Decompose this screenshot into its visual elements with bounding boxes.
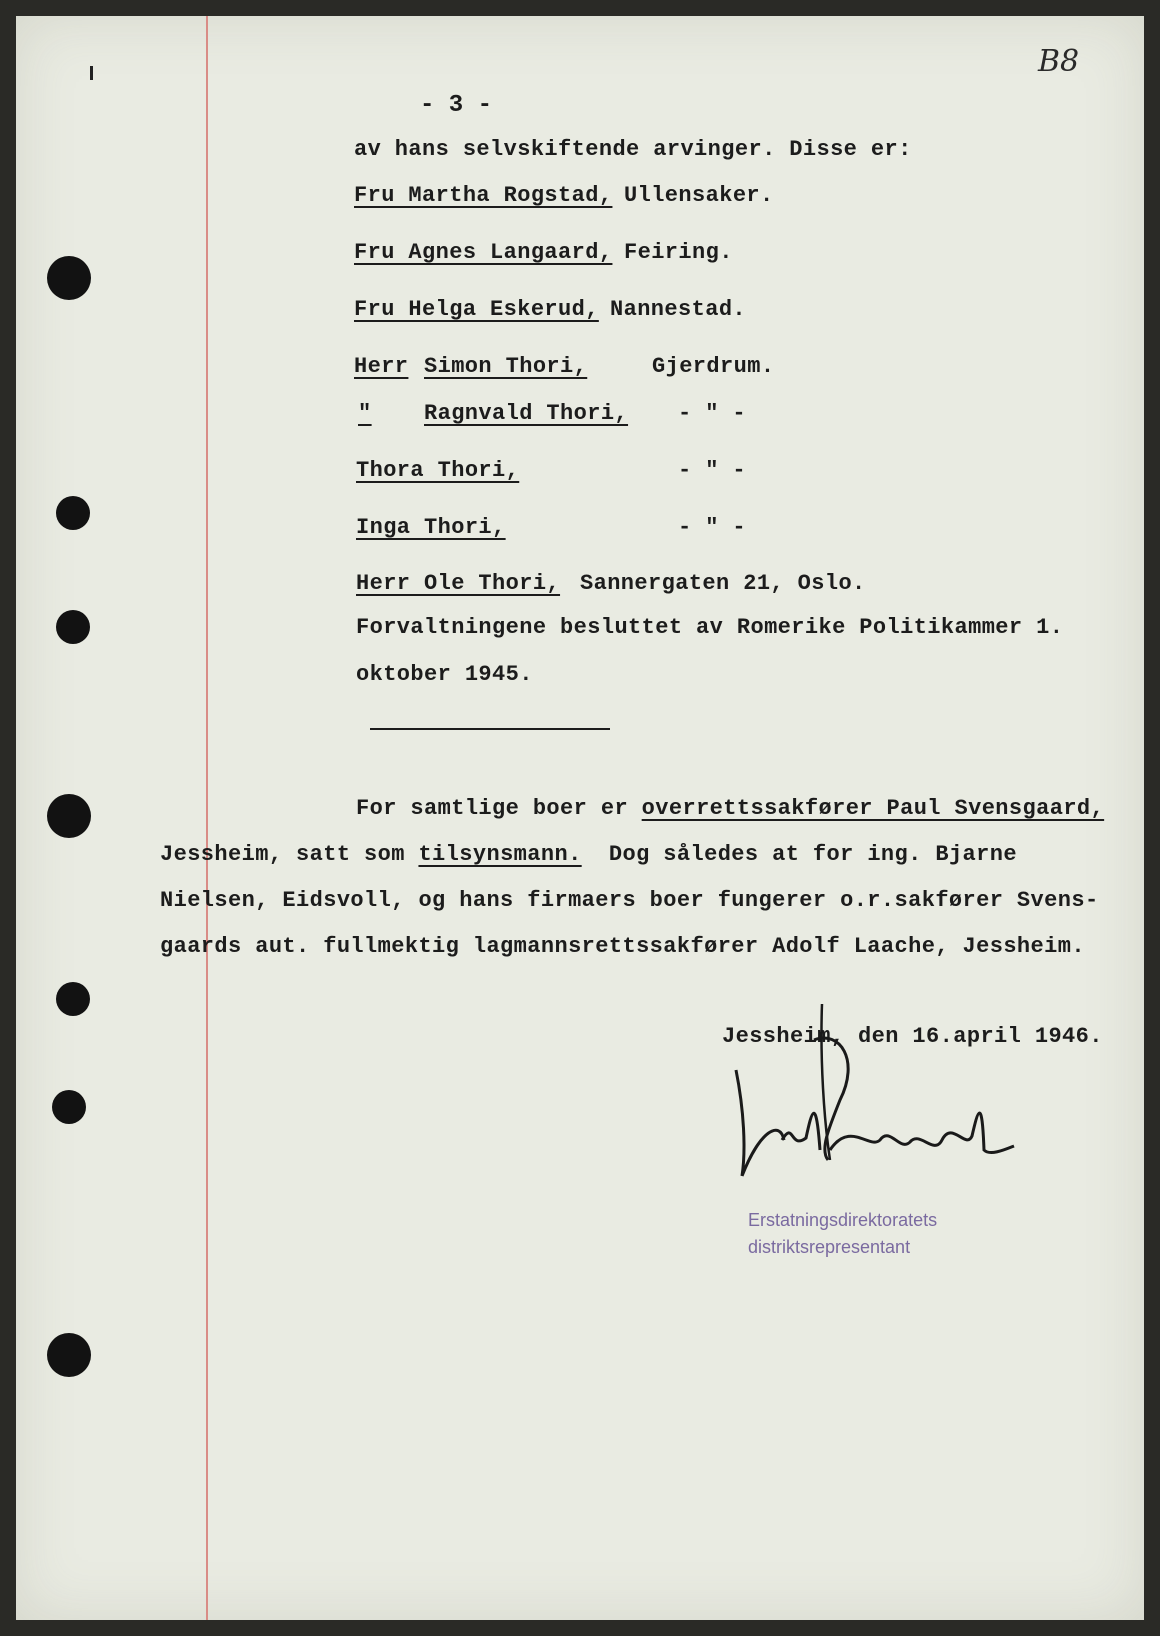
heir-place: - " -	[678, 401, 747, 426]
folio-mark: B8	[1038, 44, 1080, 79]
heir-place: Nannestad.	[610, 297, 747, 322]
stamp-line: Erstatningsdirektoratets	[748, 1210, 938, 1230]
punch-hole	[56, 496, 90, 530]
separator-rule	[370, 728, 610, 730]
page-number: - 3 -	[420, 92, 493, 119]
heir-prefix: "	[358, 401, 372, 426]
stamp-line: distriktsrepresentant	[748, 1237, 911, 1257]
heir-name: Inga Thori,	[356, 515, 506, 540]
heir-place: Sannergaten 21, Oslo.	[580, 571, 866, 596]
heir-name: Herr Ole Thori,	[356, 571, 561, 596]
heir-name: Fru Martha Rogstad,	[354, 183, 613, 208]
paragraph-text: For samtlige boer er	[356, 796, 642, 821]
heir-name: Fru Helga Eskerud,	[354, 297, 599, 322]
margin-line	[206, 16, 208, 1620]
heir-place: - " -	[678, 458, 747, 483]
heir-place: - " -	[678, 515, 747, 540]
heir-prefix: Herr	[354, 354, 409, 379]
paragraph-line: Nielsen, Eidsvoll, og hans firmaers boer fungerer o.r.sakfører Svens-	[160, 888, 1099, 913]
margin-tick-mark	[90, 66, 93, 80]
intro-line: av hans selvskiftende arvinger. Disse er:	[354, 137, 912, 162]
punch-hole	[47, 794, 91, 838]
heir-place: Feiring.	[624, 240, 733, 265]
signature	[720, 1000, 1020, 1190]
punch-hole	[56, 610, 90, 644]
heir-name: Ragnvald Thori,	[424, 401, 629, 426]
role-term: tilsynsmann.	[418, 842, 582, 867]
punch-hole	[52, 1090, 86, 1124]
heir-name: Fru Agnes Langaard,	[354, 240, 613, 265]
punch-hole	[47, 1333, 91, 1377]
heir-name: Thora Thori,	[356, 458, 520, 483]
punch-hole	[47, 256, 91, 300]
heir-name: Simon Thori,	[424, 354, 588, 379]
decision-line: Forvaltningene besluttet av Romerike Politikammer 1.	[356, 615, 1064, 640]
paragraph-line	[160, 842, 1017, 868]
paragraph-text: Jessheim, satt som	[160, 842, 419, 867]
heir-place: Ullensaker.	[624, 183, 774, 208]
punch-hole	[56, 982, 90, 1016]
heir-place: Gjerdrum.	[652, 354, 775, 379]
attorney-name: overrettssakfører Paul Svensgaard,	[641, 796, 1105, 821]
paragraph-text: Dog således at for ing. Bjarne	[581, 842, 1017, 867]
paragraph-line	[356, 796, 1104, 822]
decision-line: oktober 1945.	[356, 662, 533, 687]
place-date: Jessheim, den 16.april 1946.	[722, 1024, 1103, 1049]
paragraph-line: gaards aut. fullmektig lagmannsrettssakfører Adolf Laache, Jessheim.	[160, 934, 1085, 959]
